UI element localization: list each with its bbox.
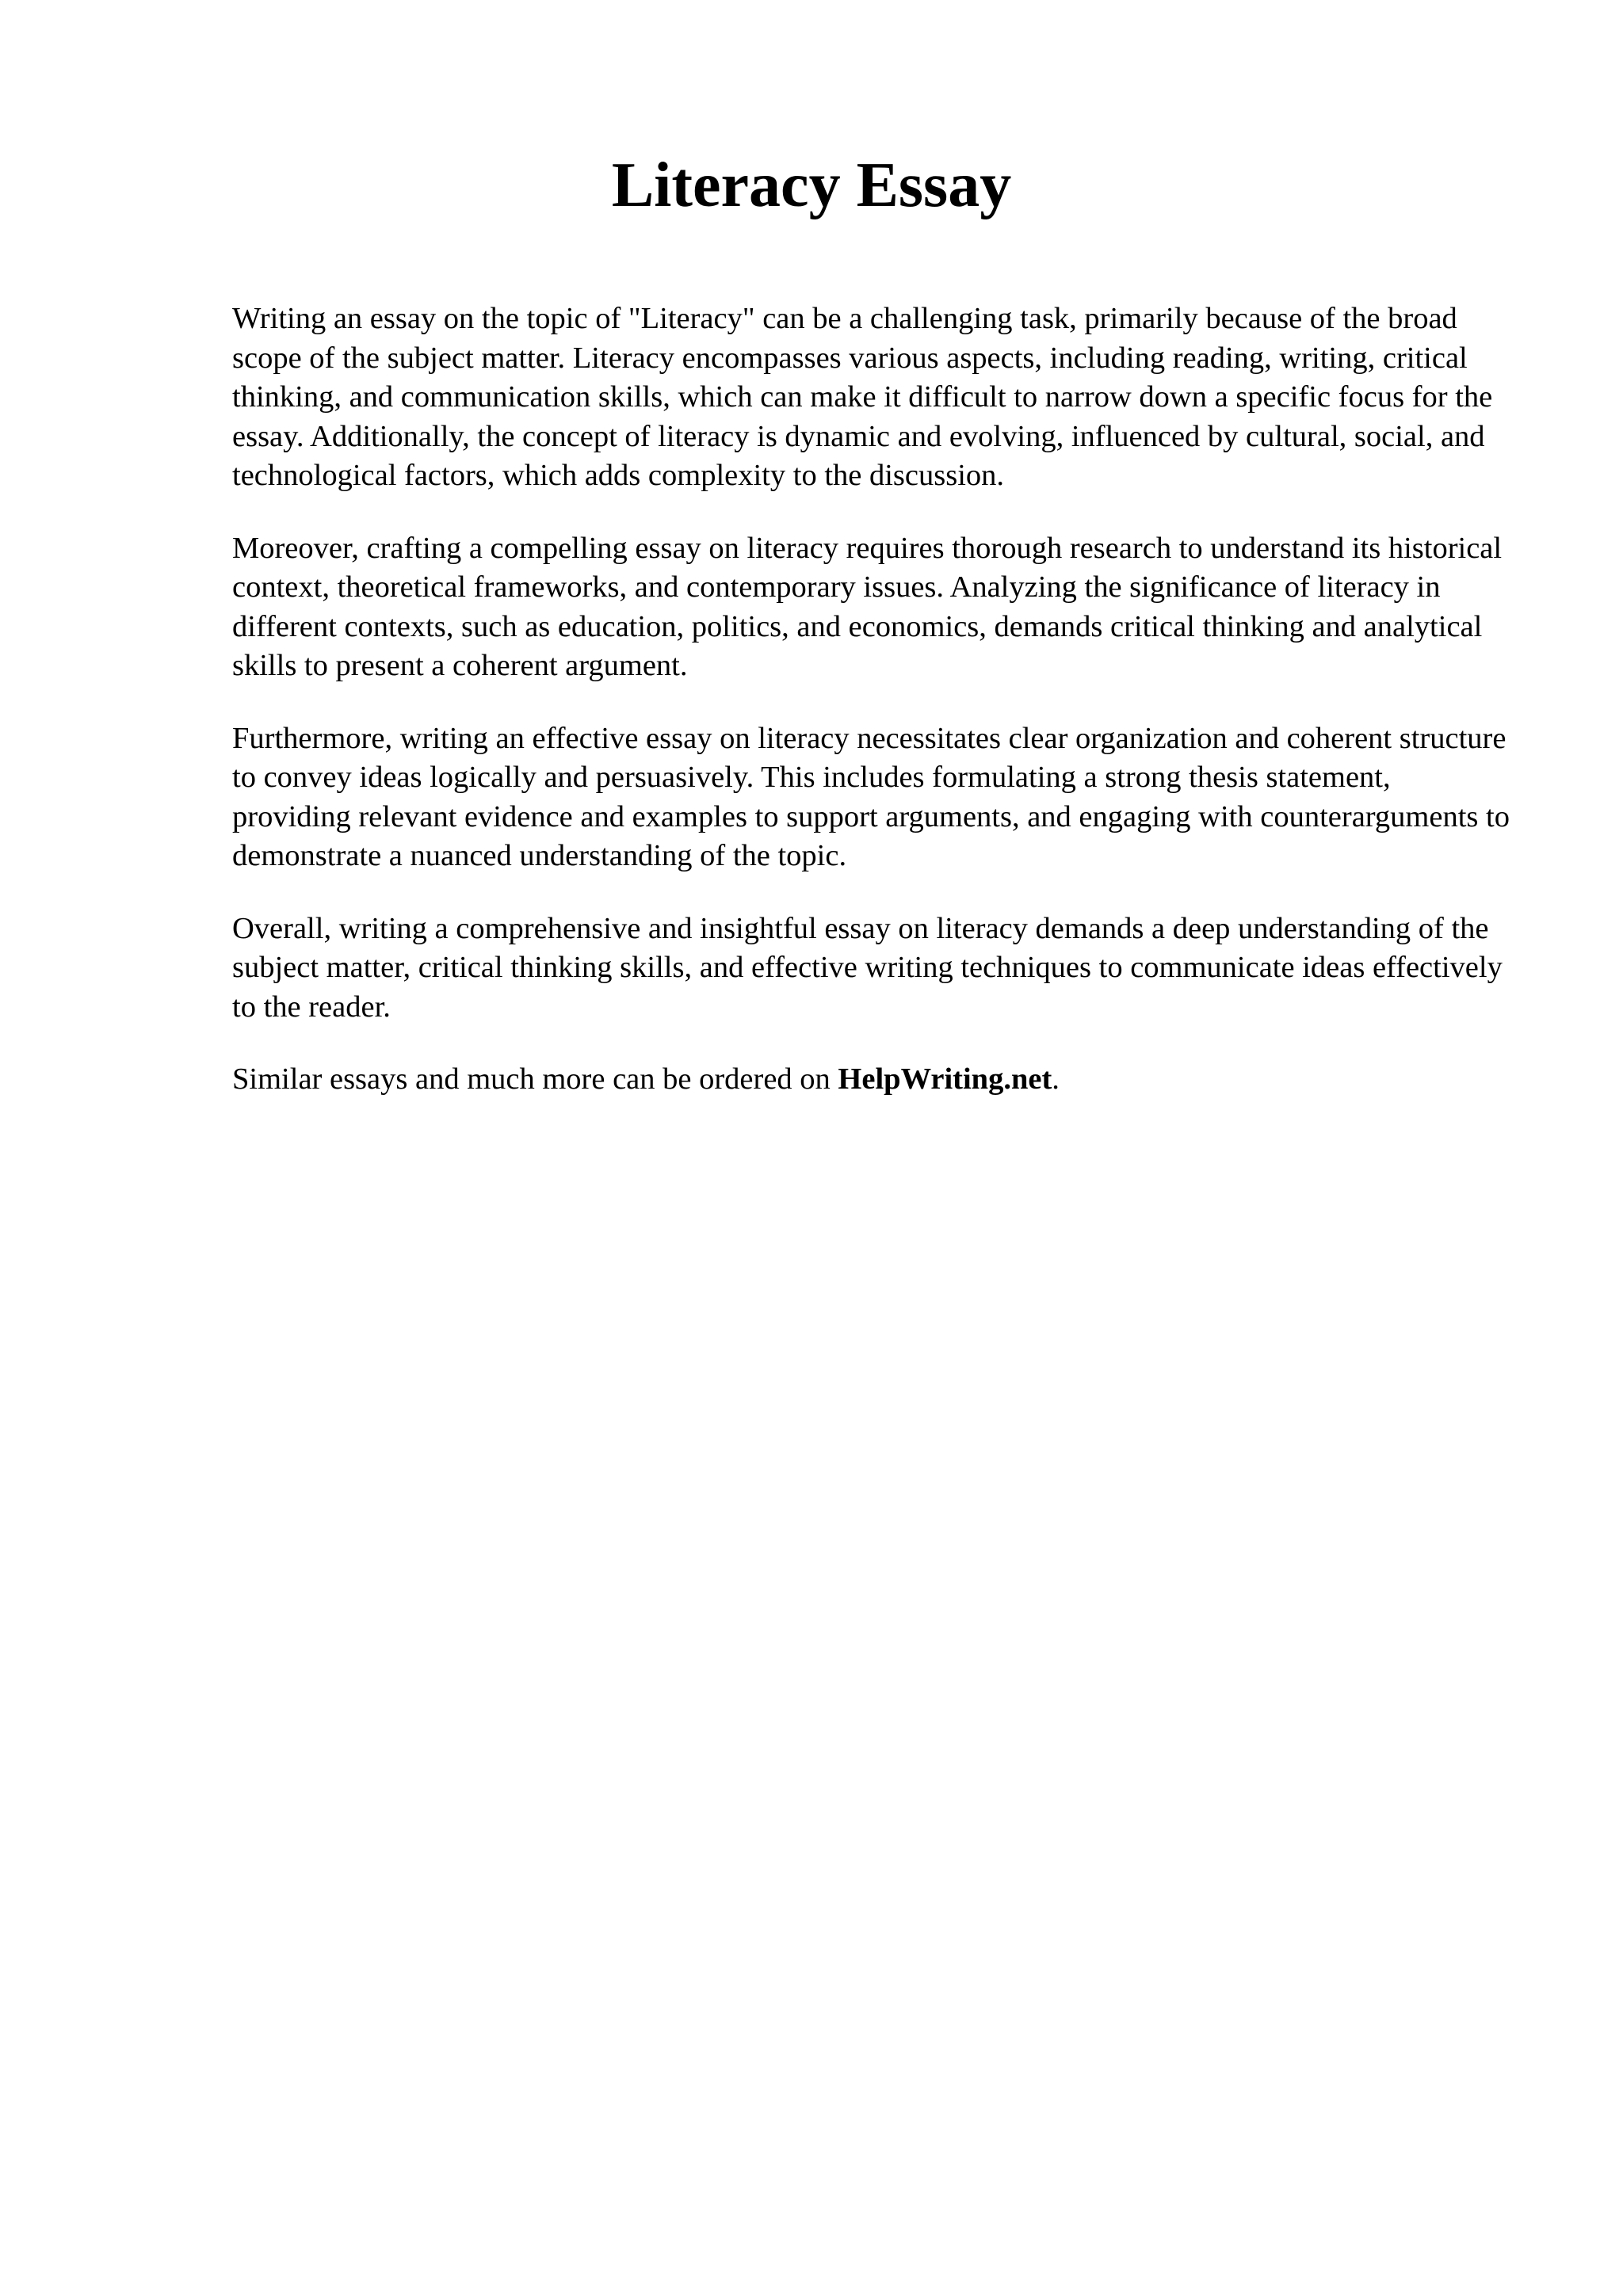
essay-body bbox=[232, 299, 1516, 1133]
paragraph-1: Writing an essay on the topic of "Literacy" can be a challenging task, primarily because of the broad scope of the subject matter. Literacy encompasses various aspects, including reading, writing, critical thinking, and communication skills, which can make it difficult to narrow down a specific focus for the essay. Additionally, the concept of literacy is dynamic and evolving, influenced by cultural, social, and technological factors, which adds complexity to the discussion. bbox=[232, 302, 1493, 492]
page-title: Literacy Essay bbox=[611, 151, 1012, 220]
closing-prefix: Similar essays and much more can be ordered on bbox=[232, 1062, 838, 1096]
closing-suffix: . bbox=[1052, 1062, 1060, 1096]
closing-line bbox=[232, 1060, 1516, 1100]
paragraph-2: Moreover, crafting a compelling essay on literacy requires thorough research to understand its historical context, theoretical frameworks, and contemporary issues. Analyzing the significance of literacy in different contexts, such as education, politics, and economics, demands critical thinking and analytical skills to present a coherent argument. bbox=[232, 531, 1503, 682]
helpwriting-link[interactable]: HelpWriting.net bbox=[838, 1062, 1052, 1096]
paragraph-3: Furthermore, writing an effective essay on literacy necessitates clear organization and coherent structure to convey ideas logically and persuasively. This includes formulating a strong thesis statement, providing relevant evidence and examples to support arguments, and engaging with counterarguments to demonstrate a nuanced understanding of the topic. bbox=[232, 721, 1510, 872]
paragraph-4: Overall, writing a comprehensive and insightful essay on literacy demands a deep understanding of the subject matter, critical thinking skills, and effective writing techniques to communicate ideas effectively to the reader. bbox=[232, 911, 1503, 1024]
